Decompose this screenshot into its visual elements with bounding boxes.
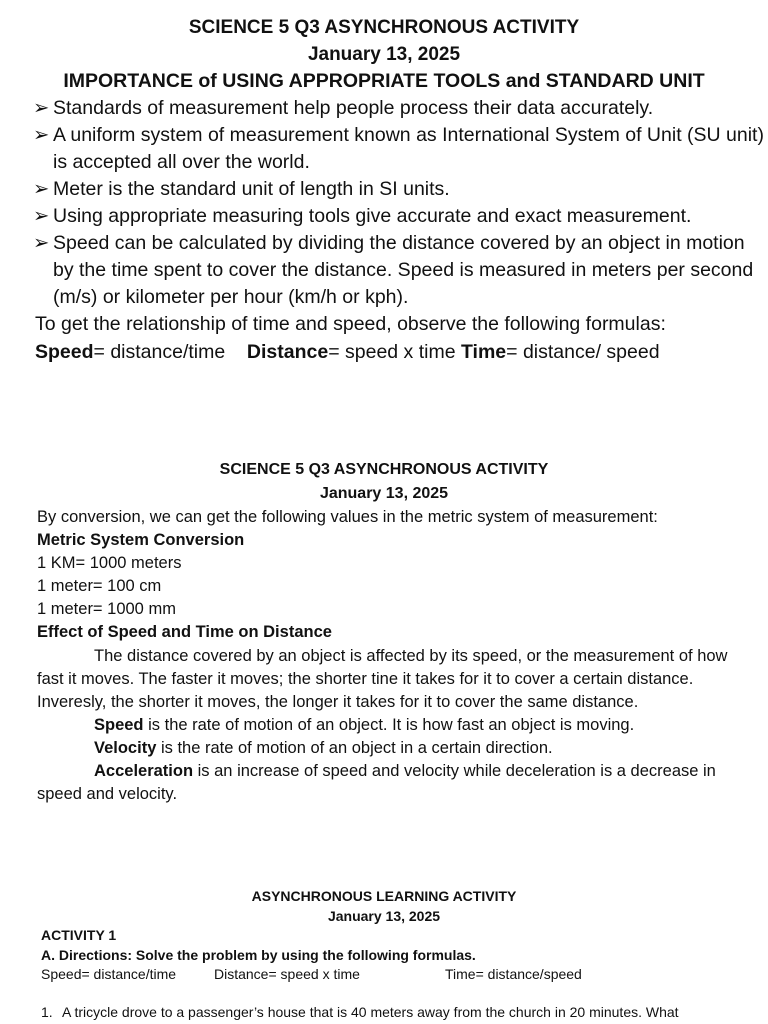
formula-time: Time= distance/speed xyxy=(445,966,582,982)
problem-text: A tricycle drove to a passenger’s house that is 40 meters away from the church in 20 minutes. What xyxy=(62,1004,679,1020)
bullet-text: A uniform system of measurement known as International System of Unit (SU unit) is accepted all over the world. xyxy=(53,124,764,173)
formula-line xyxy=(0,339,768,367)
section-body xyxy=(0,506,768,806)
problem-item xyxy=(41,1003,761,1023)
formula-line xyxy=(41,965,768,985)
section-date: January 13, 2025 xyxy=(319,485,449,502)
activity-section xyxy=(0,887,768,1020)
section-title: SCIENCE 5 Q3 ASYNCHRONOUS ACTIVITY xyxy=(219,461,549,478)
definition-text: is the rate of motion of an object in a certain direction. xyxy=(156,738,553,757)
arrow-bullet-icon: ➢ xyxy=(33,232,50,254)
effect-heading: Effect of Speed and Time on Distance xyxy=(37,623,332,642)
bullet-item xyxy=(33,176,768,203)
definition-term: Velocity xyxy=(94,738,157,757)
conversion-section xyxy=(0,458,768,806)
bullet-text: Standards of measurement help people process their data accurately. xyxy=(53,97,654,119)
bullet-item xyxy=(33,95,768,122)
arrow-bullet-icon: ➢ xyxy=(33,178,50,200)
formula-rest: = distance/ speed xyxy=(506,340,660,363)
section-date: January 13, 2025 xyxy=(327,907,441,924)
arrow-bullet-icon: ➢ xyxy=(33,97,50,119)
activity-label: ACTIVITY 1 xyxy=(41,927,117,943)
bullet-item xyxy=(33,230,768,311)
formula-term: Time xyxy=(460,340,507,363)
arrow-bullet-icon: ➢ xyxy=(33,205,50,227)
definition-term: Acceleration xyxy=(94,762,194,781)
formula-term: Speed xyxy=(35,340,94,363)
definition-text: is the rate of motion of an object. It is how fast an object is moving. xyxy=(143,715,635,734)
definition-velocity xyxy=(37,737,738,760)
definition-term: Speed xyxy=(94,715,144,734)
bullet-text: Meter is the standard unit of length in SI units. xyxy=(53,178,450,200)
section-title: SCIENCE 5 Q3 ASYNCHRONOUS ACTIVITY xyxy=(188,17,580,38)
definition-speed xyxy=(37,714,738,737)
intro-text: By conversion, we can get the following values in the metric system of measurement: xyxy=(37,508,658,526)
bullet-text: Using appropriate measuring tools give accurate and exact measurement. xyxy=(53,205,692,227)
conversion-item: 1 meter= 1000 mm xyxy=(37,600,176,619)
importance-bullet-list xyxy=(0,95,768,311)
definition-acceleration xyxy=(37,760,738,806)
bullet-item xyxy=(33,203,768,230)
definition-text: is an increase of speed and velocity while deceleration is a decrease in speed and velocity. xyxy=(37,762,716,804)
directions-text: A. Directions: Solve the problem by using the following formulas. xyxy=(41,946,476,963)
section-date: January 13, 2025 xyxy=(307,44,461,65)
bullet-item xyxy=(33,122,768,176)
conversion-item: 1 meter= 100 cm xyxy=(37,577,162,596)
relationship-text: To get the relationship of time and speed, observe the following formulas: xyxy=(35,313,666,335)
arrow-bullet-icon: ➢ xyxy=(33,124,50,146)
section-heading: IMPORTANCE of USING APPROPRIATE TOOLS and STANDARD UNIT xyxy=(63,70,705,92)
bullet-text: Speed can be calculated by dividing the distance covered by an object in motion by the time spent to cover the distance. Speed is measured in meters per second (m/s) or kilometer per hour (km/h or kph). xyxy=(53,232,754,308)
formula-distance: Distance= speed x time xyxy=(214,966,360,982)
formula-term: Distance xyxy=(246,340,329,363)
formula-speed: Speed= distance/time xyxy=(41,966,177,982)
formula-rest: = distance/time xyxy=(93,340,226,363)
effect-paragraph: The distance covered by an object is affected by its speed, or the measurement of how fast it moves. The faster it moves; the shorter tine it takes for it to cover a certain distance. Inveresly, the shorter it moves, the longer it takes for it to cover the same distance. xyxy=(37,646,728,711)
problem-number: 1. xyxy=(41,1004,53,1020)
conversion-heading: Metric System Conversion xyxy=(37,531,245,550)
importance-section xyxy=(0,14,768,366)
formula-rest: = speed x time xyxy=(328,340,456,363)
conversion-item: 1 KM= 1000 meters xyxy=(37,554,182,573)
section-title: ASYNCHRONOUS LEARNING ACTIVITY xyxy=(251,888,517,904)
section-body xyxy=(0,926,768,985)
